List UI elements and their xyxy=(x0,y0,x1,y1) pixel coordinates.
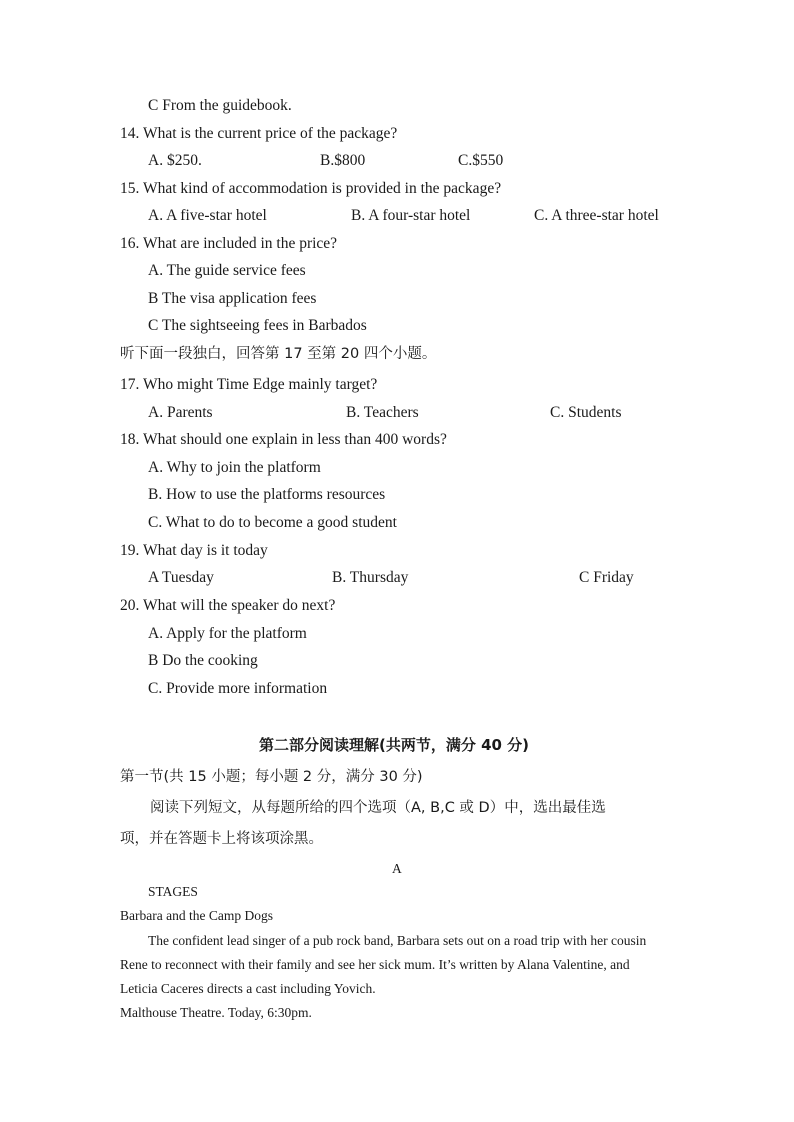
q17-option-c: C. Students xyxy=(550,404,622,421)
q16-option-a: A. The guide service fees xyxy=(148,262,306,279)
q14-option-a: A. $250. xyxy=(148,152,202,169)
q14-option-c: C.$550 xyxy=(458,152,504,169)
q17-stem: 17. Who might Time Edge mainly target? xyxy=(120,376,378,393)
q16-option-c: C The sightseeing fees in Barbados xyxy=(148,317,367,334)
q17-option-b: B. Teachers xyxy=(346,404,419,421)
part2-heading: 第二部分阅读理解(共两节，满分 40 分) xyxy=(259,736,530,754)
q13-option-c: C From the guidebook. xyxy=(148,97,292,114)
passage-body-line2: Rene to reconnect with their family and see her sick mum. It’s written by Alana Valentine, and xyxy=(120,957,630,972)
q14-stem: 14. What is the current price of the package? xyxy=(120,125,398,142)
passage-body-line1: The confident lead singer of a pub rock band, Barbara sets out on a road trip with her cousin xyxy=(148,933,647,948)
q20-stem: 20. What will the speaker do next? xyxy=(120,597,336,614)
q15-option-b: B. A four-star hotel xyxy=(351,207,471,224)
passage-body-line3: Leticia Caceres directs a cast including Yovich. xyxy=(120,981,376,996)
q19-option-a: A Tuesday xyxy=(148,569,214,586)
q18-option-c: C. What to do to become a good student xyxy=(148,514,397,531)
q15-option-c: C. A three-star hotel xyxy=(534,207,659,224)
q18-option-b: B. How to use the platforms resources xyxy=(148,486,386,503)
passage-category: STAGES xyxy=(148,884,198,899)
q16-stem: 16. What are included in the price? xyxy=(120,235,338,252)
q17-option-a: A. Parents xyxy=(148,404,213,421)
q18-stem: 18. What should one explain in less than 400 words? xyxy=(120,431,447,448)
q19-option-c: C Friday xyxy=(579,569,634,586)
q18-option-a: A. Why to join the platform xyxy=(148,459,321,476)
q15-stem: 15. What kind of accommodation is provided in the package? xyxy=(120,180,502,197)
listening-instruction: 听下面一段独白，回答第 17 至第 20 四个小题。 xyxy=(120,346,437,362)
q16-option-b: B The visa application fees xyxy=(148,290,317,307)
section1-heading: 第一节(共 15 小题；每小题 2 分，满分 30 分) xyxy=(120,769,423,785)
passage-venue: Malthouse Theatre. Today, 6:30pm. xyxy=(120,1005,312,1020)
q14-option-b: B.$800 xyxy=(320,152,366,169)
q19-stem: 19. What day is it today xyxy=(120,542,268,559)
q20-option-c: C. Provide more information xyxy=(148,680,328,697)
reading-instruction-line1: 阅读下列短文，从每题所给的四个选项（A, B,C 或 D）中，选出最佳选 xyxy=(150,800,606,816)
q15-option-a: A. A five-star hotel xyxy=(148,207,267,224)
q20-option-a: A. Apply for the platform xyxy=(148,625,307,642)
q19-option-b: B. Thursday xyxy=(332,569,409,586)
passage-title: Barbara and the Camp Dogs xyxy=(120,908,273,923)
q20-option-b: B Do the cooking xyxy=(148,652,258,669)
passage-label: A xyxy=(392,861,402,876)
reading-instruction-line2: 项，并在答题卡上将该项涂黑。 xyxy=(120,831,323,847)
